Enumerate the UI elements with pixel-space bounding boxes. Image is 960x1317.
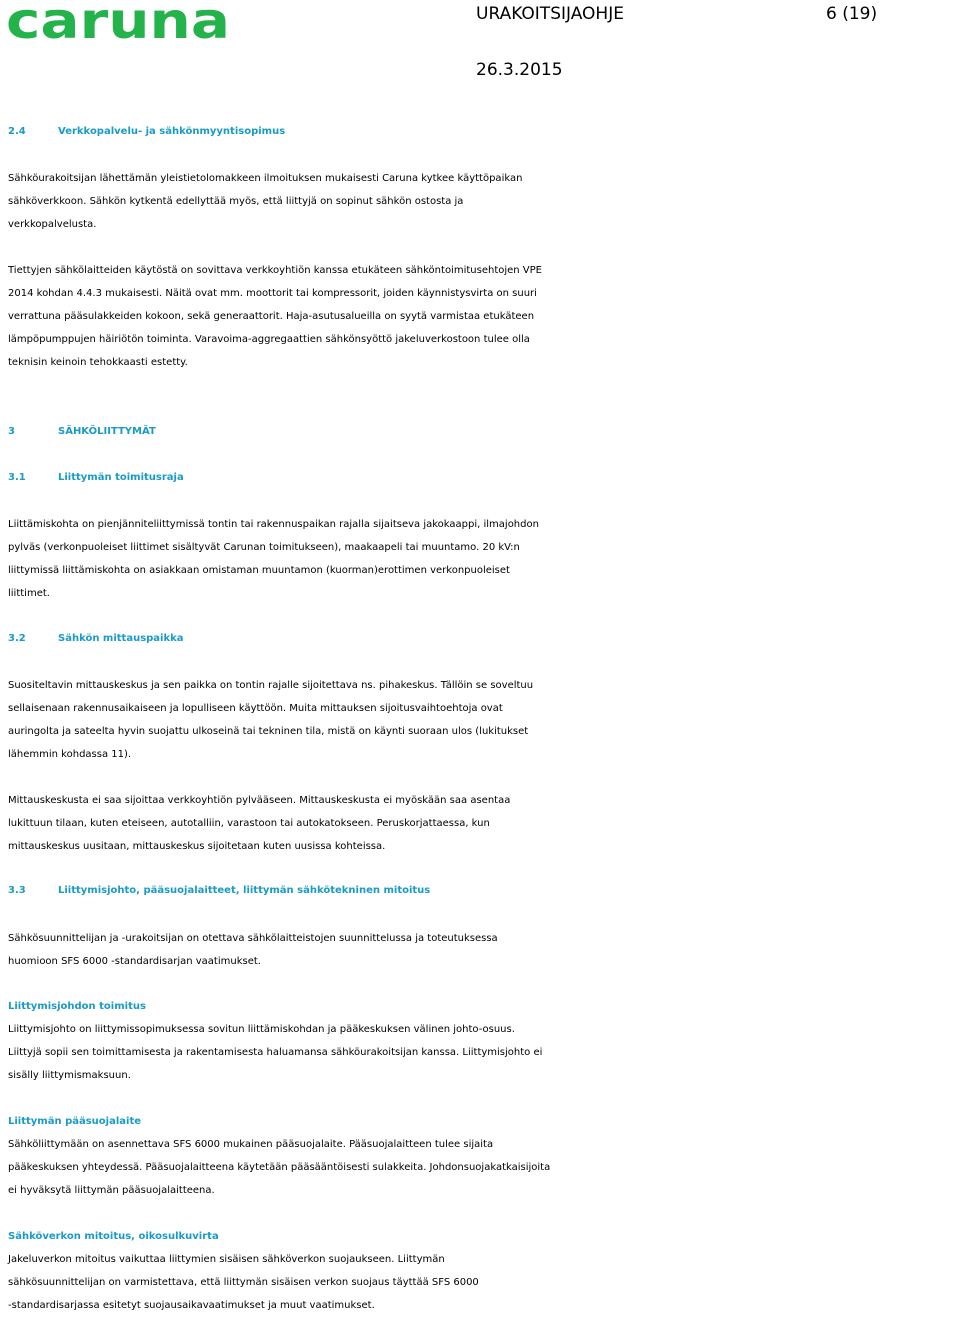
- paragraph: [8, 789, 960, 858]
- section-title: Liittymän toimitusraja: [58, 472, 184, 483]
- text-line: mittauskeskus uusitaan, mittauskeskus sijoitetaan kuten uusissa kohteissa.: [8, 841, 386, 852]
- text-line: pääkeskuksen yhteydessä. Pääsuojalaitteena käytetään pääsääntöisesti sulakkeita. Johdonsuojakatkaisijoita: [8, 1162, 551, 1173]
- text-line: liittymissä liittämiskohta on asiakkaan omistaman muuntamon (kuorman)erottimen verkonpuoleiset: [8, 565, 510, 576]
- text-line: lukittuun tilaan, kuten eteiseen, autotalliin, varastoon tai autokatokseen. Peruskorjattaessa, kun: [8, 818, 490, 829]
- text-line: sisälly liittymismaksuun.: [8, 1070, 131, 1081]
- paragraph: [8, 259, 960, 374]
- paragraph: [8, 167, 960, 236]
- text-line: Jakeluverkon mitoitus vaikuttaa liittymien sisäisen sähköverkon suojaukseen. Liittymän: [8, 1254, 445, 1265]
- caruna-logo: [6, 0, 232, 44]
- section-3-1-heading: [8, 467, 960, 489]
- text-line: Liittymisjohto on liittymissopimuksessa sovitun liittämiskohdan ja pääkeskuksen välinen johto-osuus.: [8, 1024, 515, 1035]
- section-number: 2.4: [8, 126, 26, 137]
- paragraph: [8, 1248, 960, 1317]
- section-number: 3.3: [8, 885, 26, 896]
- subheading: Liittymän pääsuojalaite: [8, 1116, 142, 1127]
- page-number: 6 (19): [826, 4, 878, 24]
- section-title: Liittymisjohto, pääsuojalaitteet, liittymän sähkötekninen mitoitus: [58, 885, 431, 896]
- text-line: Sähköurakoitsijan lähettämän yleistietolomakkeen ilmoituksen mukaisesti Caruna kytkee käyttöpaikan: [8, 173, 523, 184]
- text-line: sähköverkkoon. Sähkön kytkentä edellyttää myös, että liittyjä on sopinut sähkön ostosta ja: [8, 196, 464, 207]
- text-line: verrattuna pääsulakkeiden kokoon, sekä generaattorit. Haja-asutusalueilla on syytä varmistaa etukäteen: [8, 311, 535, 322]
- section-title: Verkkopalvelu- ja sähkönmyyntisopimus: [58, 126, 286, 137]
- text-line: Sähköliittymään on asennettava SFS 6000 mukainen pääsuojalaite. Pääsuojalaitteen tulee sijaita: [8, 1139, 494, 1150]
- text-line: liittimet.: [8, 588, 50, 599]
- section-title: SÄHKÖLIITTYMÄT: [58, 426, 156, 437]
- section-3-2-heading: [8, 628, 960, 650]
- text-line: Liittyjä sopii sen toimittamisesta ja rakentamisesta haluamansa sähköurakoitsijan kanssa. Liittymisjohto ei: [8, 1047, 543, 1058]
- text-line: teknisin keinoin tehokkaasti estetty.: [8, 357, 188, 368]
- section-2-4-heading: [8, 121, 960, 143]
- text-line: ei hyväksytä liittymän pääsuojalaitteena.: [8, 1185, 215, 1196]
- text-line: Mittauskeskusta ei saa sijoittaa verkkoyhtiön pylvääseen. Mittauskeskusta ei myöskään saa asentaa: [8, 795, 511, 806]
- section-title: Sähkön mittauspaikka: [58, 633, 184, 644]
- text-line: lähemmin kohdassa 11).: [8, 749, 132, 760]
- paragraph: [8, 1133, 960, 1202]
- paragraph: [8, 927, 960, 973]
- text-line: pylväs (verkonpuoleiset liittimet sisältyvät Carunan toimitukseen), maakaapeli tai muuntamo. 20 kV:n: [8, 542, 520, 553]
- section-3-3-heading: [8, 880, 960, 902]
- paragraph: [8, 1018, 960, 1087]
- subheading: Liittymisjohdon toimitus: [8, 1001, 146, 1012]
- doc-date: 26.3.2015: [476, 60, 563, 80]
- section-number: 3.2: [8, 633, 26, 644]
- text-line: auringolta ja sateelta hyvin suojattu ulkoseinä tai tekninen tila, mistä on käynti suoraan ulos (lukitukset: [8, 726, 529, 737]
- text-line: Suositeltavin mittauskeskus ja sen paikka on tontin rajalle sijoitettava ns. pihakeskus. Tällöin se soveltuu: [8, 680, 534, 691]
- text-line: Tiettyjen sähkölaitteiden käytöstä on sovittava verkkoyhtiön kanssa etukäteen sähköntoimitusehtojen VPE: [8, 265, 542, 276]
- paragraph: [8, 674, 960, 766]
- section-number: 3: [8, 426, 15, 437]
- logo-wordmark: caruna: [6, 0, 230, 44]
- text-line: huomioon SFS 6000 -standardisarjan vaatimukset.: [8, 956, 261, 967]
- section-3-heading: [8, 421, 960, 443]
- text-line: Liittämiskohta on pienjänniteliittymissä tontin tai rakennuspaikan rajalla sijaitseva jakokaappi, ilmajohdon: [8, 519, 539, 530]
- text-line: -standardisarjassa esitetyt suojausaikavaatimukset ja muut vaatimukset.: [8, 1300, 375, 1311]
- subheading: Sähköverkon mitoitus, oikosulkuvirta: [8, 1231, 219, 1242]
- text-line: Sähkösuunnittelijan ja -urakoitsijan on otettava sähkölaitteistojen suunnittelussa ja toteutuksessa: [8, 933, 498, 944]
- text-line: lämpöpumppujen häiriötön toiminta. Varavoima-aggregaattien sähkönsyöttö jakeluverkostoon tulee olla: [8, 334, 530, 345]
- text-line: sellaisenaan rakennusaikaiseen ja lopulliseen käyttöön. Muita mittauksen sijoitusvaihtoehtoja ovat: [8, 703, 503, 714]
- section-number: 3.1: [8, 472, 26, 483]
- text-line: 2014 kohdan 4.4.3 mukaisesti. Näitä ovat mm. moottorit tai kompressorit, joiden käynnistysvirta on suuri: [8, 288, 537, 299]
- paragraph: [8, 513, 960, 605]
- text-line: sähkösuunnittelijan on varmistettava, että liittymän sisäisen verkon suojaus täyttää SFS 6000: [8, 1277, 479, 1288]
- doc-type: URAKOITSIJAOHJE: [476, 4, 624, 24]
- text-line: verkkopalvelusta.: [8, 219, 97, 230]
